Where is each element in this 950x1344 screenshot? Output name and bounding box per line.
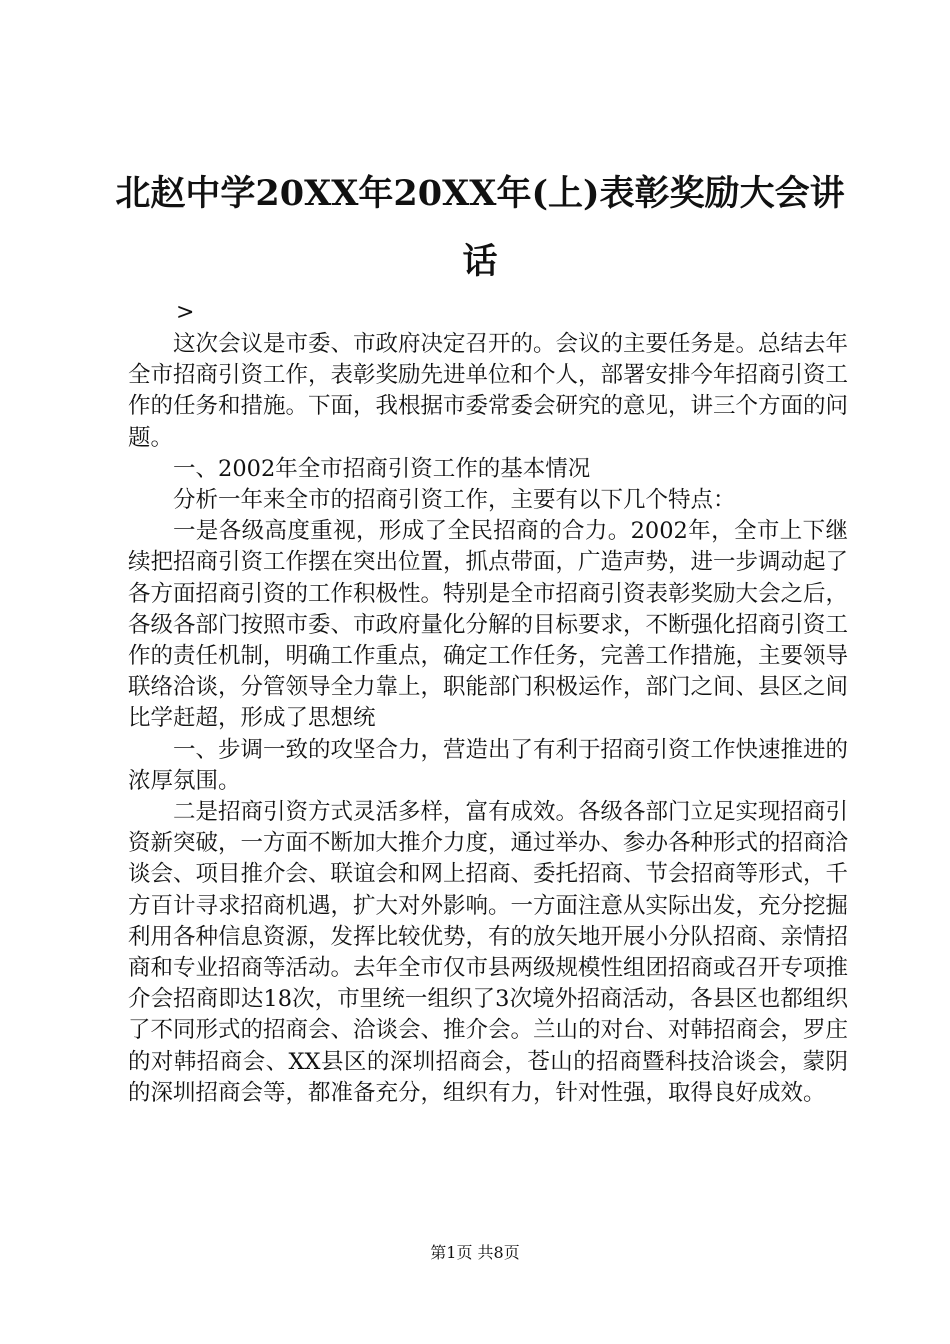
document-title: 北赵中学20XX年20XX年(上)表彰奖励大会讲话 [115, 173, 845, 282]
chevron-right-icon: > [176, 300, 195, 325]
paragraph-analysis: 分析一年来全市的招商引资工作，主要有以下几个特点： [173, 487, 736, 514]
page-footer: 第1页 共8页 [430, 1243, 520, 1262]
paragraph-point-two: 二是招商引资方式灵活多样，富有成效。各级各部门立足实现招商引资新突破，一方面不断加大推介力度，通过举办、参办各种形式的招商洽谈会、项目推介会、联谊会和网上招商、委托招商、节会招商等形式，千方百计寻求招商机遇，扩大对外影响。一方面注意从实际出发，充分挖掘利用各种信息资源，发挥比较优势，有的放矢地开展小分队招商、亲情招商和专业招商等活动。去年全市仅市县两级规模性组团招商或召开专项推介会招商即达18次，市里统一组织了3次境外招商活动，各县区也都组织了不同形式的招商会、洽谈会、推介会。兰山的对台、对韩招商会，罗庄的对韩招商会、XX县区的深圳招商会，苍山的招商暨科技洽谈会，蒙阴的深圳招商会等，都准备充分，组织有力，针对性强，取得良好成效。 [128, 799, 849, 1106]
paragraph-point-one-cont: 一、步调一致的攻坚合力，营造出了有利于招商引资工作快速推进的浓厚氛围。 [128, 736, 849, 794]
section-heading: 一、2002年全市招商引资工作的基本情况 [173, 455, 591, 482]
document-body [128, 329, 848, 1109]
paragraph-intro: 这次会议是市委、市政府决定召开的。会议的主要任务是。总结去年全市招商引资工作，表彰奖励先进单位和个人，部署安排今年招商引资工作的任务和措施。下面，我根据市委常委会研究的意见，讲三个方面的问题。 [128, 331, 849, 451]
paragraph-point-one: 一是各级高度重视，形成了全民招商的合力。2002年，全市上下继续把招商引资工作摆在突出位置，抓点带面，广造声势，进一步调动起了各方面招商引资的工作积极性。特别是全市招商引资表彰奖励大会之后，各级各部门按照市委、市政府量化分解的目标要求，不断强化招商引资工作的责任机制，明确工作重点，确定工作任务，完善工作措施，主要领导联络洽谈，分管领导全力靠上，职能部门积极运作，部门之间、县区之间比学赶超，形成了思想统 [128, 518, 849, 732]
